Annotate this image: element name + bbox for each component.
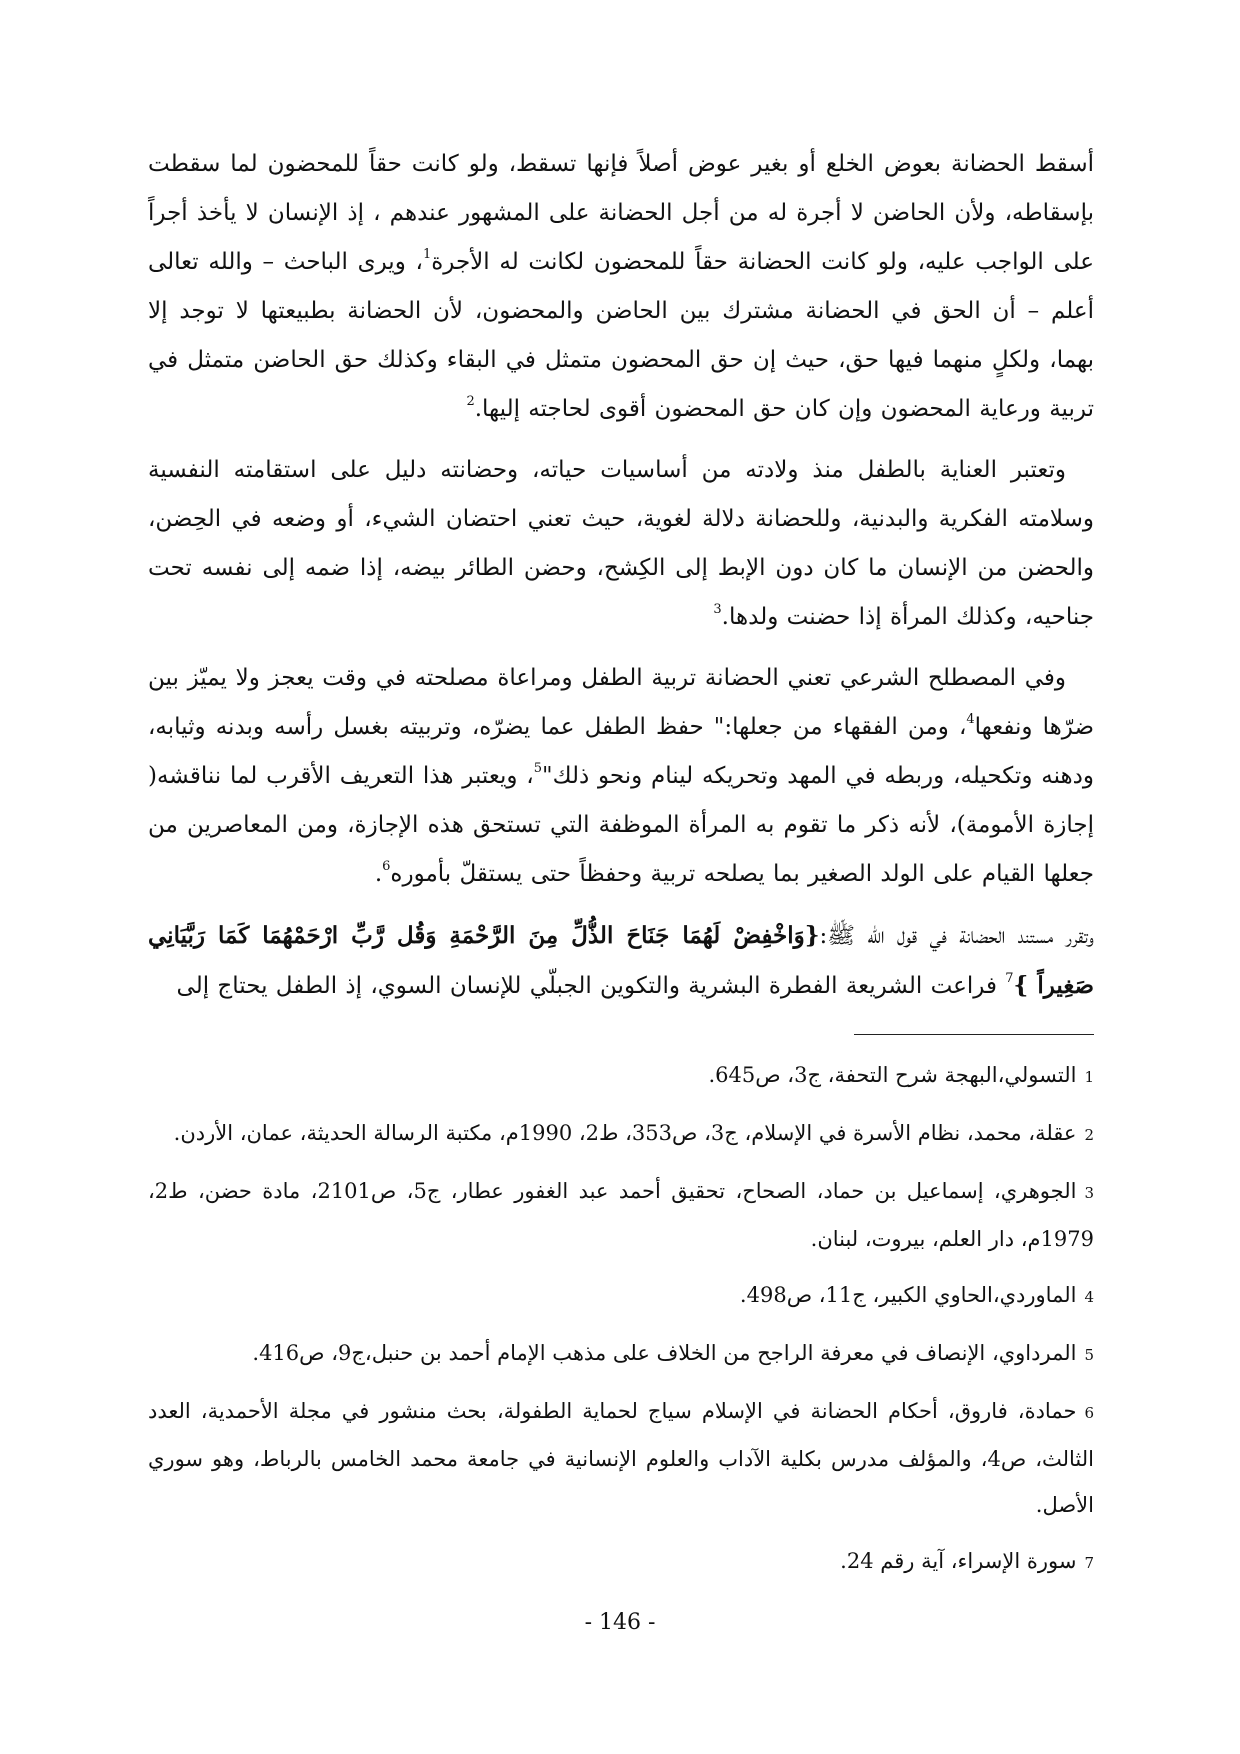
- footnote-text: الجوهري، إسماعيل بن حماد، الصحاح، تحقيق أحمد عبد الغفور عطار، ج5، ص2101، مادة حضن، ط2، 1979م، دار العلم، بيروت، لبنان.: [148, 1179, 1094, 1251]
- footnote-ref-2[interactable]: 2: [466, 394, 475, 410]
- footnote-text: عقلة، محمد، نظام الأسرة في الإسلام، ج3، ص353، ط2، 1990م، مكتبة الرسالة الحديثة، عمان، الأردن.: [173, 1121, 1077, 1145]
- footnote-text: حمادة، فاروق، أحكام الحضانة في الإسلام سياج لحماية الطفولة، بحث منشور في مجلة الأحمدية، العدد الثالث، ص4، والمؤلف مدرس بكلية الآداب والعلوم الإنسانية في جامعة محمد الخامس بالرباط، وهو سوري الأصل.: [148, 1399, 1094, 1517]
- footnote-number: 5: [1084, 1346, 1094, 1364]
- quran-verse: {وَاخْفِضْ لَهُمَا جَنَاحَ الذُّلِّ مِنَ الرَّحْمَةِ وَقُل رَّبِّ ارْحَمْهُمَا كَمَا رَبَّيَانِي صَغِيراً }: [148, 922, 1094, 999]
- footnote-text: التسولي،البهجة شرح التحفة، ج3، ص645.: [708, 1063, 1077, 1087]
- footnote-ref-6[interactable]: 6: [382, 859, 391, 875]
- footnote-ref-4[interactable]: 4: [966, 712, 975, 728]
- footnote-6: [148, 1388, 1094, 1528]
- footnotes: [148, 1052, 1094, 1596]
- paragraph-2: [148, 446, 1094, 642]
- paragraph-4: [148, 911, 1094, 1011]
- footnote-number: 6: [1084, 1404, 1094, 1422]
- footnote-2: [148, 1110, 1094, 1158]
- footnote-1: [148, 1052, 1094, 1100]
- footnote-7: [148, 1538, 1094, 1586]
- main-text: [148, 140, 1094, 1023]
- footnote-ref-3[interactable]: 3: [713, 602, 722, 618]
- paragraph-4-text-2: فراعت الشريعة الفطرة البشرية والتكوين الجبلّي للإنسان السوي، إذ الطفل يحتاج إلى: [176, 973, 1006, 999]
- paragraph-2-text: وتعتبر العناية بالطفل منذ ولادته من أساسيات حياته، وحضانته دليل على استقامته النفسية وسلامته الفكرية والبدنية، وللحضانة دلالة لغوية، حيث تعني احتضان الشيء، أو وضعه في الحِضن، والحضن من الإنسان ما كان دون الإبط إلى الكِشح، وحضن الطائر بيضه، إذا ضمه إلى نفسه تحت جناحيه، وكذلك المرأة إذا حضنت ولدها.: [148, 457, 1094, 630]
- paragraph-4-text: وتقرر مستند الحضانة في قول الله ﷺ:: [819, 923, 1094, 949]
- footnote-text: المرداوي، الإنصاف في معرفة الراجح من الخلاف على مذهب الإمام أحمد بن حنبل،ج9، ص416.: [252, 1341, 1077, 1365]
- paragraph-3-text: وفي المصطلح الشرعي تعني الحضانة تربية الطفل ومراعاة مصلحته في وقت يعجز ولا يميّز بين ضرّها ونفعها: [148, 665, 1094, 740]
- footnote-3: [148, 1168, 1094, 1262]
- paragraph-1-text-2: ، ويرى الباحث – والله تعالى أعلم – أن الحق في الحضانة مشترك بين الحاضن والمحضون، لأن الحضانة بطبيعتها لا توجد إلا بهما، ولكلٍ منهما فيها حق، حيث إن حق المحضون متمثل في البقاء وكذلك حق الحاضن متمثل في تربية ورعاية المحضون وإن كان حق المحضون أقوى لحاجته إليها.: [148, 249, 1094, 422]
- footnote-text: الماوردي،الحاوي الكبير، ج11، ص498.: [739, 1283, 1077, 1307]
- footnote-number: 1: [1084, 1068, 1094, 1086]
- paragraph-1: [148, 140, 1094, 434]
- footnote-ref-5[interactable]: 5: [533, 761, 542, 777]
- paragraph-3-text-4: .: [374, 861, 383, 887]
- footnote-number: 2: [1084, 1126, 1094, 1144]
- footnote-number: 3: [1084, 1184, 1094, 1202]
- paragraph-3: [148, 654, 1094, 899]
- footnote-separator: [854, 1034, 1094, 1035]
- page-number: - 146 -: [584, 1610, 656, 1635]
- footnote-number: 7: [1084, 1554, 1094, 1572]
- paragraph-1-text: أسقط الحضانة بعوض الخلع أو بغير عوض أصلاً فإنها تسقط، ولو كانت حقاً للمحضون لما سقطت بإسقاطه، ولأن الحاضن لا أجرة له من أجل الحضانة على المشهور عندهم ، إذ الإنسان لا يأخذ أجراً على الواجب عليه، ولو كانت الحضانة حقاً للمحضون لكانت له الأجرة: [148, 151, 1094, 275]
- footnote-text: سورة الإسراء، آية رقم 24.: [840, 1549, 1077, 1573]
- footnote-5: [148, 1330, 1094, 1378]
- paragraph-3-text-2: ، ومن الفقهاء من جعلها:" حفظ الطفل عما يضرّه، وتربيته بغسل رأسه وبدنه وثيابه، ودهنه وتكحيله، وربطه في المهد وتحريكه لينام ونحو ذلك": [148, 714, 1094, 789]
- paragraph-3-text-3: ، ويعتبر هذا التعريف الأقرب لما نناقشه( إجازة الأمومة)، لأنه ذكر ما تقوم به المرأة الموظفة التي تستحق هذه الإجازة، ومن المعاصرين من جعلها القيام على الولد الصغير بما يصلحه تربية وحفظاً حتى يستقلّ بأموره: [148, 763, 1094, 887]
- footnote-ref-7[interactable]: 7: [1005, 971, 1014, 987]
- footnote-number: 4: [1084, 1288, 1094, 1306]
- footnote-4: [148, 1272, 1094, 1320]
- footnote-ref-1[interactable]: 1: [422, 247, 432, 263]
